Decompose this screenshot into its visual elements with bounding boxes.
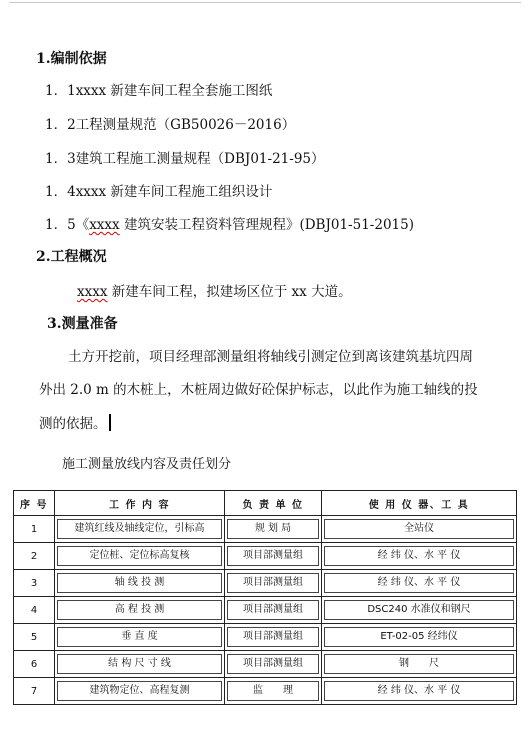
basis-item-placeholder: xxxx xyxy=(89,217,120,233)
table-row xyxy=(14,651,517,678)
header-seq: 序 号 xyxy=(14,491,55,516)
cell-unit xyxy=(225,678,322,705)
table-row xyxy=(14,678,517,705)
prep-para-line-3-text: 测的依据。 xyxy=(39,416,107,432)
basis-item-number: 1．1 xyxy=(45,83,76,99)
section-1-heading: 1.编制依据 xyxy=(36,51,107,67)
cell-seq: 6 xyxy=(14,651,55,678)
basis-item-number: 1．3 xyxy=(45,151,76,167)
cell-work xyxy=(55,597,225,624)
header-work: 工 作 内 容 xyxy=(55,491,225,516)
header-tools: 使 用 仪 器、工 具 xyxy=(322,491,517,516)
table-row xyxy=(14,597,517,624)
overview-body: 新建车间工程，拟建场区位于 xx 大道。 xyxy=(111,284,352,300)
overview-text xyxy=(77,283,352,301)
prep-para-line-2: 外出 2.0 m 的木桩上，木桩周边做好砼保护标志，以此作为施工轴线的投 xyxy=(39,382,478,398)
basis-item-text: 建筑安装工程资料管理规程》(DBJ01-51-2015) xyxy=(123,217,414,233)
basis-item-3 xyxy=(45,150,325,168)
prep-para-line-3 xyxy=(39,414,111,433)
table-row xyxy=(14,624,517,651)
basis-item-number: 1．4 xyxy=(45,184,76,200)
cell-seq: 4 xyxy=(14,597,55,624)
cell-unit xyxy=(225,597,322,624)
cell-tools xyxy=(322,543,517,570)
cell-work xyxy=(55,543,225,570)
cell-tools-text: 全站仪 xyxy=(324,519,514,539)
cell-work-text: 定位桩、定位标高复核 xyxy=(57,546,222,566)
cell-work-text: 建筑物定位、高程复测 xyxy=(57,681,222,701)
cell-work xyxy=(55,651,225,678)
cell-seq: 1 xyxy=(14,516,55,543)
cell-tools xyxy=(322,570,517,597)
cell-tools xyxy=(322,678,517,705)
table-row xyxy=(14,570,517,597)
basis-item-2 xyxy=(45,116,295,134)
cell-work xyxy=(55,570,225,597)
cell-seq: 2 xyxy=(14,543,55,570)
header-unit: 负 责 单 位 xyxy=(225,491,322,516)
cell-unit-text: 规 划 局 xyxy=(227,519,319,539)
cell-seq: 3 xyxy=(14,570,55,597)
cell-unit-text: 项目部测量组 xyxy=(227,573,319,593)
table-header-row xyxy=(14,491,517,516)
cell-tools xyxy=(322,651,517,678)
cell-unit xyxy=(225,516,322,543)
table-caption: 施工测量放线内容及责任划分 xyxy=(62,457,232,472)
cell-tools-text: 钢 尺 xyxy=(324,654,514,674)
cell-seq: 5 xyxy=(14,624,55,651)
basis-item-text: xxxx 新建车间工程施工组织设计 xyxy=(75,184,273,200)
cell-unit xyxy=(225,651,322,678)
basis-item-4 xyxy=(45,183,272,201)
text-cursor xyxy=(109,414,111,431)
section-3-heading: 3.测量准备 xyxy=(47,316,118,332)
cell-unit xyxy=(225,570,322,597)
cell-work-text: 结 构 尺 寸 线 xyxy=(57,654,222,674)
basis-item-text: 工程测量规范（GB50026－2016） xyxy=(75,117,296,133)
cell-unit xyxy=(225,543,322,570)
responsibility-table xyxy=(13,490,517,705)
table-row xyxy=(14,543,517,570)
cell-work xyxy=(55,678,225,705)
project-placeholder: xxxx xyxy=(77,284,108,300)
basis-item-number: 1．5 xyxy=(45,217,76,233)
cell-unit-text: 项目部测量组 xyxy=(227,600,319,620)
cell-unit-text: 监 理 xyxy=(227,681,319,701)
basis-item-text: 建筑工程施工测量规程（DBJ01-21-95） xyxy=(75,151,325,167)
cell-tools-text: 经 纬 仪、水 平 仪 xyxy=(324,546,514,566)
cell-work xyxy=(55,516,225,543)
cell-work-text: 垂 直 度 xyxy=(57,627,222,647)
cell-work-text: 高 程 投 测 xyxy=(57,600,222,620)
basis-item-5 xyxy=(45,216,414,234)
cell-tools xyxy=(322,597,517,624)
cell-work-text: 建筑红线及轴线定位，引标高 xyxy=(57,519,222,539)
cell-tools-text: 经 纬 仪、水 平 仪 xyxy=(324,681,514,701)
cell-tools-text: DSC240 水准仪和钢尺 xyxy=(324,600,514,620)
cell-tools-text: 经 纬 仪、水 平 仪 xyxy=(324,573,514,593)
section-2-heading: 2.工程概况 xyxy=(36,249,107,265)
basis-item-1 xyxy=(45,82,272,100)
table-row xyxy=(14,516,517,543)
cell-work xyxy=(55,624,225,651)
cell-unit-text: 项目部测量组 xyxy=(227,546,319,566)
basis-item-text: xxxx 新建车间工程全套施工图纸 xyxy=(75,83,273,99)
cell-seq: 7 xyxy=(14,678,55,705)
basis-item-prefix: 《 xyxy=(75,217,90,233)
cell-unit-text: 项目部测量组 xyxy=(227,627,319,647)
basis-item-number: 1．2 xyxy=(45,117,76,133)
cell-tools-text: ET-02-05 经纬仪 xyxy=(324,627,514,647)
cell-unit-text: 项目部测量组 xyxy=(227,654,319,674)
cell-tools xyxy=(322,516,517,543)
cell-work-text: 轴 线 投 测 xyxy=(57,573,222,593)
prep-para-line-1: 土方开挖前，项目经理部测量组将轴线引测定位到离该建筑基坑四周 xyxy=(68,349,473,365)
cell-unit xyxy=(225,624,322,651)
cell-tools xyxy=(322,624,517,651)
page-top-rule xyxy=(9,2,521,3)
